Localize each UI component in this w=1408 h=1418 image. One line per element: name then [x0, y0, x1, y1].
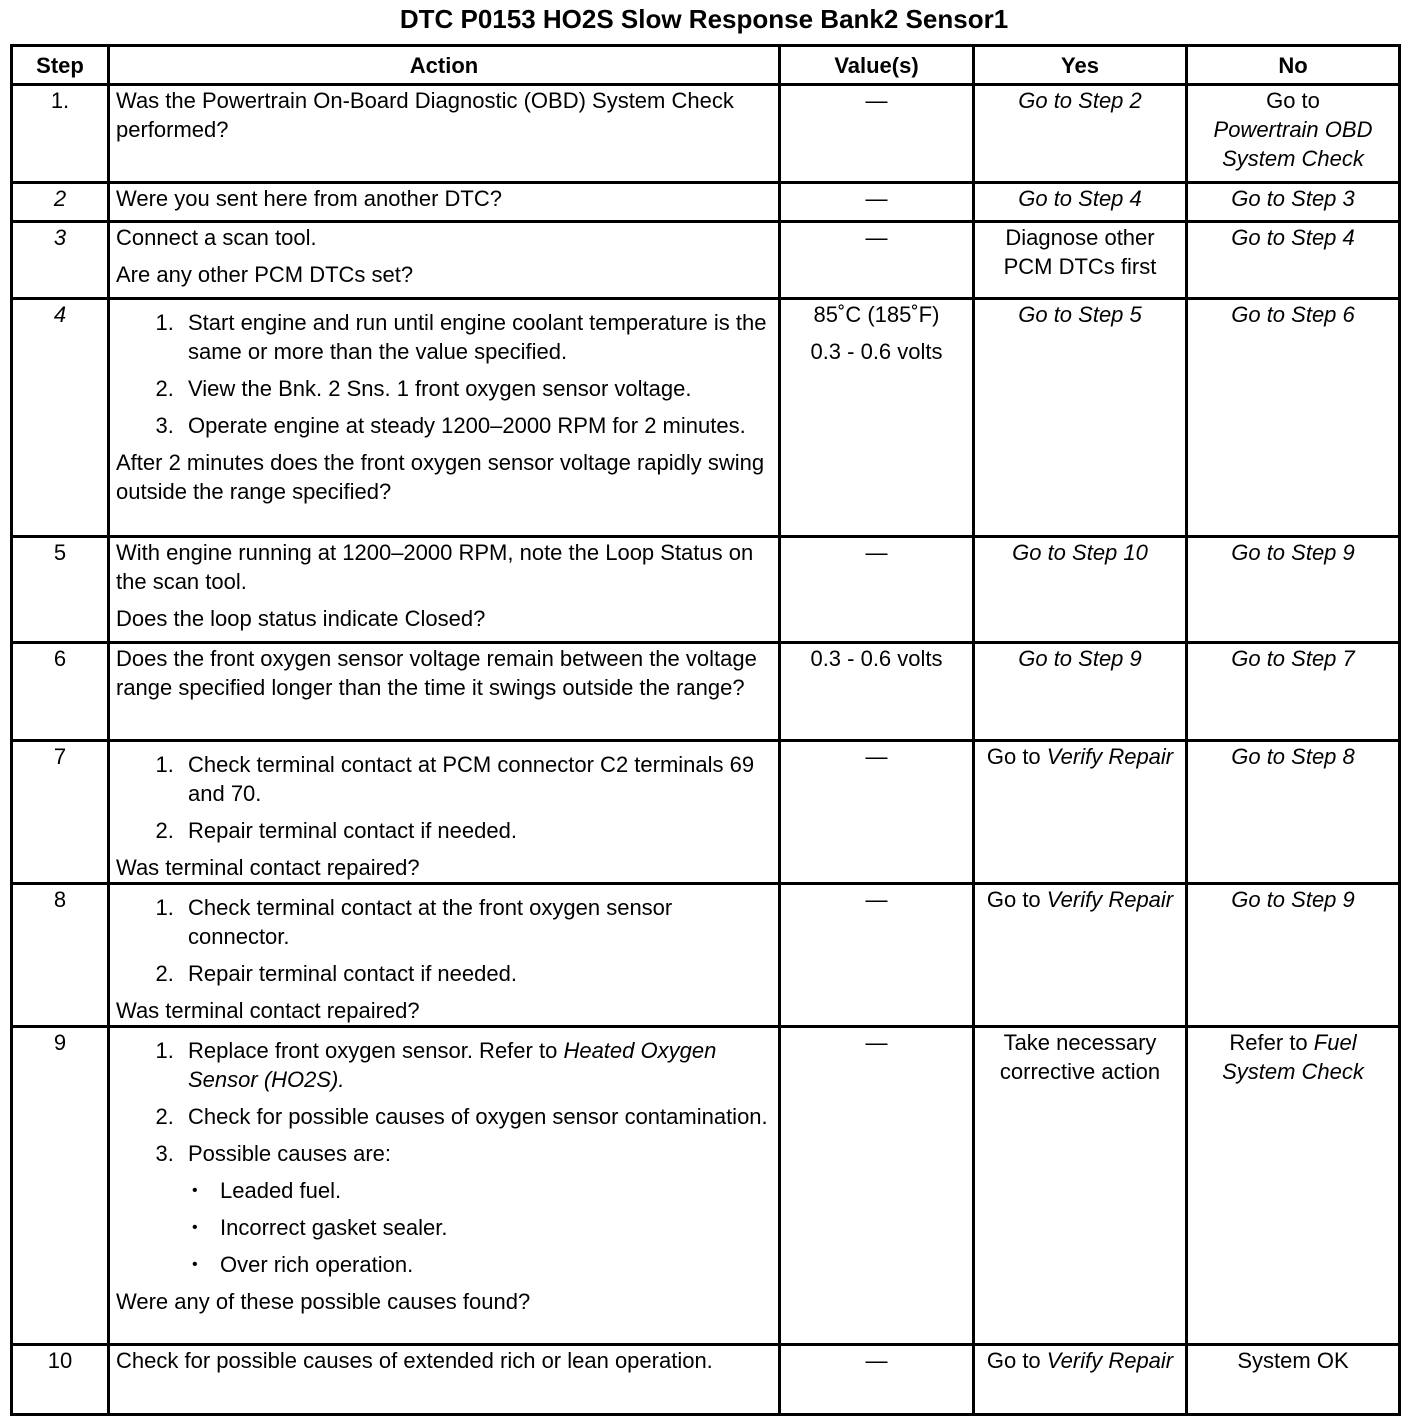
- header-yes: Yes: [974, 46, 1187, 85]
- table-row: [12, 85, 1400, 183]
- no-cell: Go to Step 9: [1187, 884, 1400, 1027]
- action-cell: [109, 1027, 780, 1345]
- value-cell: —: [780, 1027, 974, 1345]
- step-number: 10: [12, 1345, 109, 1415]
- step-number: 8: [12, 884, 109, 1027]
- step-number: 1.: [12, 85, 109, 183]
- step-number: 5: [12, 537, 109, 643]
- item-text: Possible causes are:: [188, 1141, 391, 1166]
- value-cell: —: [780, 222, 974, 299]
- table-row: [12, 884, 1400, 1027]
- action-text: Connect a scan tool.: [116, 225, 317, 250]
- diagnostic-table: [10, 44, 1401, 1416]
- action-question: Was terminal contact repaired?: [116, 855, 420, 880]
- no-cell: Go to Step 7: [1187, 643, 1400, 741]
- table-row: [12, 1027, 1400, 1345]
- step-number: 9: [12, 1027, 109, 1345]
- no-prefix: Go to: [1266, 88, 1320, 113]
- yes-cell: Go to Step 4: [974, 183, 1187, 222]
- list-item: 3. Operate engine at steady 1200–2000 RPM for 2 minutes.: [180, 411, 772, 440]
- action-question: Was terminal contact repaired?: [116, 998, 420, 1023]
- yes-cell: Take necessary corrective action: [974, 1027, 1187, 1345]
- action-cell: [109, 183, 780, 222]
- yes-cell: [974, 1345, 1187, 1415]
- header-row: [12, 46, 1400, 85]
- no-cell: System OK: [1187, 1345, 1400, 1415]
- action-cell: [109, 884, 780, 1027]
- action-question: Were any of these possible causes found?: [116, 1289, 531, 1314]
- header-action: Action: [109, 46, 780, 85]
- value-temperature: 85˚C (185˚F): [813, 302, 940, 327]
- step-number: 2: [12, 183, 109, 222]
- table-row: [12, 741, 1400, 884]
- action-cell: [109, 222, 780, 299]
- yes-cell: [974, 741, 1187, 884]
- value-cell: —: [780, 183, 974, 222]
- list-item: 2. View the Bnk. 2 Sns. 1 front oxygen sensor voltage.: [180, 374, 772, 403]
- action-cell: [109, 85, 780, 183]
- list-item: 1. Check terminal contact at the front oxygen sensor connector.: [180, 893, 772, 951]
- action-cell: [109, 643, 780, 741]
- list-item: 2. Check for possible causes of oxygen sensor contamination.: [180, 1102, 772, 1131]
- value-cell: —: [780, 884, 974, 1027]
- action-cell: [109, 1345, 780, 1415]
- table-row: [12, 222, 1400, 299]
- value-cell: 0.3 - 0.6 volts: [780, 643, 974, 741]
- yes-reference: Verify Repair: [1046, 1348, 1174, 1373]
- no-cell: Go to Step 9: [1187, 537, 1400, 643]
- yes-cell: Diagnose other PCM DTCs first: [974, 222, 1187, 299]
- header-values: Value(s): [780, 46, 974, 85]
- no-reference: Fuel System Check: [1222, 1030, 1364, 1084]
- table-row: [12, 183, 1400, 222]
- item-reference: Heated Oxygen Sensor (HO2S).: [188, 1038, 717, 1092]
- value-cell: —: [780, 741, 974, 884]
- list-item: 1. Check terminal contact at PCM connector C2 terminals 69 and 70.: [180, 750, 772, 808]
- action-steps: [116, 750, 772, 845]
- list-item: • Incorrect gasket sealer.: [218, 1213, 772, 1242]
- value-cell: [780, 299, 974, 537]
- action-cell: [109, 537, 780, 643]
- no-prefix: Refer to: [1229, 1030, 1308, 1055]
- step-number: 6: [12, 643, 109, 741]
- yes-cell: Go to Step 9: [974, 643, 1187, 741]
- header-step: Step: [12, 46, 109, 85]
- action-question: After 2 minutes does the front oxygen sensor voltage rapidly swing outside the range specified?: [116, 450, 765, 504]
- list-item: [180, 1036, 772, 1094]
- yes-reference: Verify Repair: [1046, 744, 1174, 769]
- item-text: Replace front oxygen sensor. Refer to: [188, 1038, 558, 1063]
- yes-prefix: Go to: [986, 1348, 1041, 1373]
- value-cell: —: [780, 85, 974, 183]
- causes-list: [188, 1176, 772, 1279]
- yes-cell: Go to Step 2: [974, 85, 1187, 183]
- value-cell: —: [780, 537, 974, 643]
- no-cell: Go to Step 4: [1187, 222, 1400, 299]
- value-cell: —: [780, 1345, 974, 1415]
- list-item: 2. Repair terminal contact if needed.: [180, 816, 772, 845]
- step-number: 4: [12, 299, 109, 537]
- yes-prefix: Go to: [986, 744, 1041, 769]
- list-item: • Over rich operation.: [218, 1250, 772, 1279]
- action-question: Are any other PCM DTCs set?: [116, 262, 414, 287]
- list-item: • Leaded fuel.: [218, 1176, 772, 1205]
- action-cell: [109, 741, 780, 884]
- action-text: Check for possible causes of extended rich or lean operation.: [116, 1348, 713, 1373]
- no-cell: Go to Step 3: [1187, 183, 1400, 222]
- action-steps: [116, 893, 772, 988]
- table-row: [12, 299, 1400, 537]
- action-steps: [116, 308, 772, 440]
- no-cell: [1187, 1027, 1400, 1345]
- yes-cell: Go to Step 5: [974, 299, 1187, 537]
- no-cell: Go to Step 6: [1187, 299, 1400, 537]
- action-cell: [109, 299, 780, 537]
- no-cell: Go to Step 8: [1187, 741, 1400, 884]
- value-voltage: 0.3 - 0.6 volts: [810, 339, 943, 364]
- yes-prefix: Go to: [986, 887, 1041, 912]
- table-row: [12, 537, 1400, 643]
- table-row: [12, 1345, 1400, 1415]
- step-number: 7: [12, 741, 109, 884]
- action-text: Were you sent here from another DTC?: [116, 186, 502, 211]
- list-item: [180, 1139, 772, 1279]
- list-item: 1. Start engine and run until engine coolant temperature is the same or more than the value specified.: [180, 308, 772, 366]
- yes-cell: [974, 884, 1187, 1027]
- yes-cell: Go to Step 10: [974, 537, 1187, 643]
- action-text: With engine running at 1200–2000 RPM, note the Loop Status on the scan tool.: [116, 540, 754, 594]
- page-title: DTC P0153 HO2S Slow Response Bank2 Sensor1: [399, 4, 1009, 34]
- action-text: Was the Powertrain On-Board Diagnostic (OBD) System Check performed?: [116, 88, 734, 142]
- list-item: 2. Repair terminal contact if needed.: [180, 959, 772, 988]
- no-cell: [1187, 85, 1400, 183]
- action-text: Does the front oxygen sensor voltage remain between the voltage range specified longer than the time it swings outside the range?: [116, 646, 757, 700]
- no-reference: Powertrain OBD System Check: [1213, 117, 1373, 171]
- yes-reference: Verify Repair: [1046, 887, 1174, 912]
- header-no: No: [1187, 46, 1400, 85]
- step-number: 3: [12, 222, 109, 299]
- action-steps: [116, 1036, 772, 1279]
- action-question: Does the loop status indicate Closed?: [116, 606, 486, 631]
- table-row: [12, 643, 1400, 741]
